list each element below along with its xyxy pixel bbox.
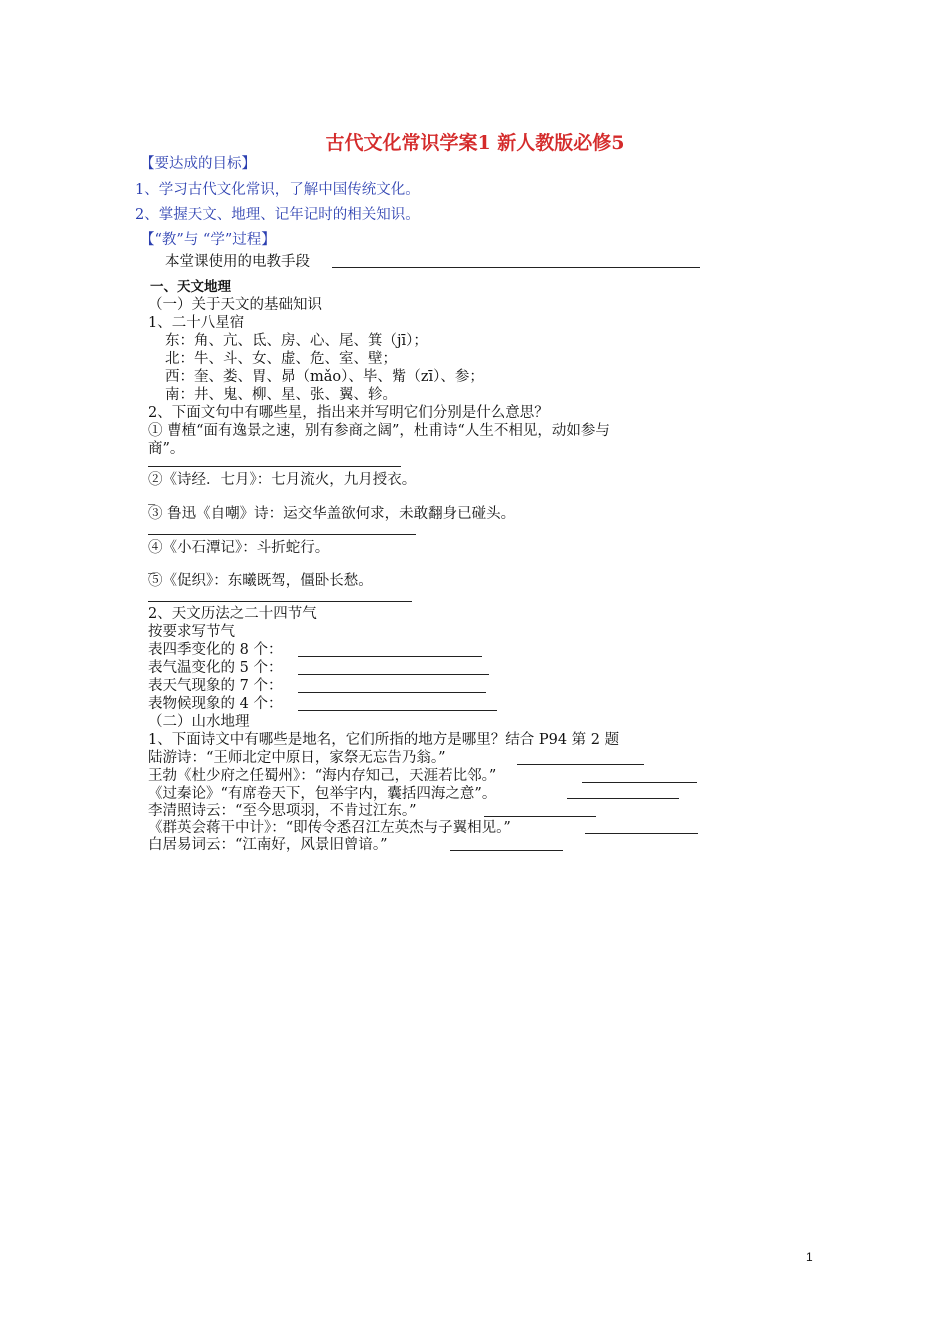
subsection-heading: （一）关于天文的基础知识 bbox=[148, 297, 322, 313]
question: 1、下面诗文中有哪些是地名，它们所指的地方是哪里？结合 P94 第 2 题 bbox=[148, 732, 620, 748]
geo-item: 白居易词云：“江南好，风景旧曾谙。” bbox=[148, 837, 388, 853]
stars-west: 西：奎、娄、胃、昴（mǎo）、毕、觜（zī）、参； bbox=[165, 369, 484, 385]
geo-item: 《群英会蒋干中计》：“即传令悉召江左英杰与子翼相见。” bbox=[148, 820, 511, 836]
question-item: ⑤《促织》：东曦既驾，僵卧长愁。 bbox=[148, 573, 373, 589]
media-prompt: 本堂课使用的电教手段 bbox=[165, 254, 310, 270]
answer-blank[interactable] bbox=[298, 692, 486, 693]
stars-east: 东：角、亢、氐、房、心、尾、箕（jī）； bbox=[165, 333, 428, 349]
geo-item: 《过秦论》“有席卷天下，包举宇内，囊括四海之意”。 bbox=[148, 786, 497, 802]
answer-blank[interactable] bbox=[332, 267, 700, 268]
answer-blank[interactable] bbox=[148, 466, 401, 467]
geo-item: 李清照诗云：“至今思项羽，不肯过江东。” bbox=[148, 803, 417, 819]
question-item: ③ 鲁迅《自嘲》诗：运交华盖欲何求，未敢翻身已碰头。 bbox=[148, 506, 516, 522]
instruction: 按要求写节气 bbox=[148, 624, 235, 640]
answer-blank[interactable] bbox=[484, 816, 596, 817]
question-item: ① 曹植“面有逸景之速，别有参商之阔”，杜甫诗“人生不相见，动如参与 bbox=[148, 423, 610, 439]
process-header: 【“教”与 “学”过程】 bbox=[140, 232, 276, 248]
solar-term-prompt: 表天气现象的 7 个： bbox=[148, 678, 283, 694]
answer-blank[interactable] bbox=[450, 850, 563, 851]
geo-item: 王勃《杜少府之任蜀州》：“海内存知己，天涯若比邻。” bbox=[148, 768, 497, 784]
answer-blank[interactable] bbox=[517, 764, 644, 765]
solar-term-prompt: 表气温变化的 5 个： bbox=[148, 660, 283, 676]
answer-blank[interactable] bbox=[298, 674, 489, 675]
goal-item: 1、学习古代文化常识，了解中国传统文化。 bbox=[135, 182, 420, 198]
blank-mark: _ bbox=[148, 558, 156, 574]
question-item: ②《诗经．七月》：七月流火，九月授衣。 bbox=[148, 472, 417, 488]
stars-north: 北：牛、斗、女、虚、危、室、壁； bbox=[165, 351, 397, 367]
geo-item: 陆游诗：“王师北定中原日，家祭无忘告乃翁。” bbox=[148, 750, 446, 766]
page-number: 1 bbox=[806, 1250, 813, 1264]
item-heading: 1、二十八星宿 bbox=[148, 315, 245, 331]
question-item: 商”。 bbox=[148, 441, 185, 457]
question-item: ④《小石潭记》：斗折蛇行。 bbox=[148, 540, 330, 556]
solar-term-prompt: 表四季变化的 8 个： bbox=[148, 642, 283, 658]
answer-blank[interactable] bbox=[567, 798, 679, 799]
answer-blank[interactable] bbox=[148, 601, 412, 602]
section-heading: 一、天文地理 bbox=[150, 279, 231, 295]
answer-blank[interactable] bbox=[582, 782, 697, 783]
question: 2、下面文句中有哪些星，指出来并写明它们分别是什么意思？ bbox=[148, 405, 549, 421]
blank-mark: _ bbox=[148, 489, 156, 505]
answer-blank[interactable] bbox=[298, 710, 497, 711]
goal-item: 2、掌握天文、地理、记年记时的相关知识。 bbox=[135, 207, 420, 223]
answer-blank[interactable] bbox=[148, 534, 416, 535]
subsection-heading: （二）山水地理 bbox=[148, 714, 250, 730]
item-heading: 2、天文历法之二十四节气 bbox=[148, 606, 317, 622]
solar-term-prompt: 表物候现象的 4 个： bbox=[148, 696, 283, 712]
stars-south: 南：井、鬼、柳、星、张、翼、轸。 bbox=[165, 387, 397, 403]
page-title: 古代文化常识学案1 新人教版必修5 bbox=[325, 132, 625, 154]
goals-header: 【要达成的目标】 bbox=[140, 156, 256, 172]
answer-blank[interactable] bbox=[298, 656, 482, 657]
answer-blank[interactable] bbox=[585, 833, 698, 834]
